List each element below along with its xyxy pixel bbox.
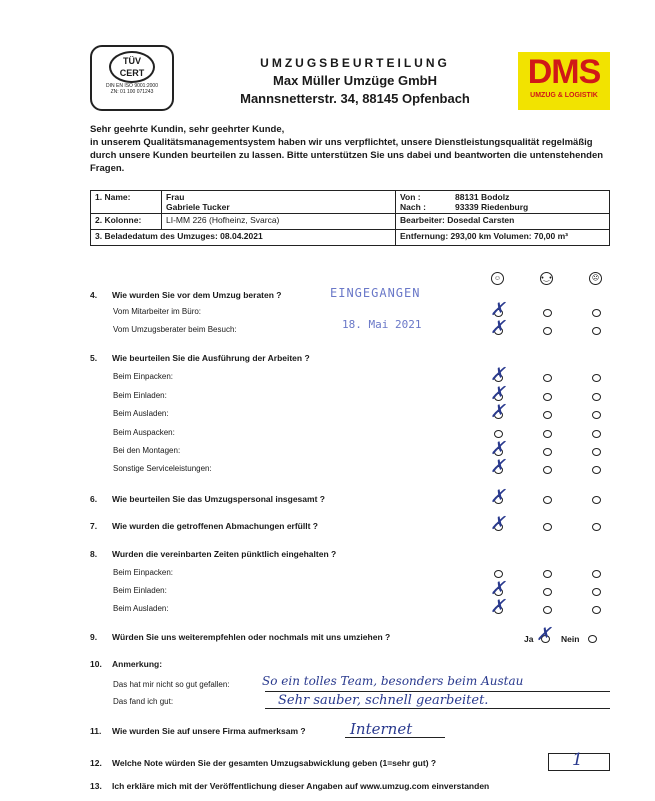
received-date-stamp: 18. Mai 2021 xyxy=(342,318,422,331)
question-10: 10. Anmerkung: xyxy=(90,659,163,669)
question-13: 13. Ich erkläre mich mit der Veröffentlichung dieser Angaben auf www.umzug.com einverstanden xyxy=(90,781,490,791)
happy-face-icon: ☺ xyxy=(491,272,504,285)
rating-radio[interactable] xyxy=(592,523,601,531)
rating-radio[interactable] xyxy=(592,466,601,474)
q8-ausladen: Beim Ausladen: xyxy=(113,604,169,613)
rating-radio[interactable] xyxy=(543,374,552,382)
intro-text: Sehr geehrte Kundin, sehr geehrter Kunde, in unserem Qualitätsmanagementsystem haben wir uns verpflichtet, unsere Dienstleistungsqualität regelmäßig durch unsere Kunden beurteilen zu lassen. Bitte unterstützen Sie uns dabei und beantworten die untenstehenden Fragen. xyxy=(90,124,604,174)
tuv-ring: TÜV CERT xyxy=(109,51,155,83)
rating-checkmark: ✗ xyxy=(490,578,506,599)
q5-auspacken: Beim Auspacken: xyxy=(113,428,175,437)
route-cell: Von : 88131 Bodolz Nach : 93339 Riedenburg xyxy=(396,191,610,214)
rating-checkmark: ✗ xyxy=(490,317,506,338)
rating-checkmark: ✗ xyxy=(490,456,506,477)
rating-radio[interactable] xyxy=(592,374,601,382)
rating-checkmark: ✗ xyxy=(490,486,506,507)
question-4: 4. Wie wurden Sie vor dem Umzug beraten ? xyxy=(90,290,282,300)
dms-logo: DMS UMZUG & LOGISTIK xyxy=(518,52,610,110)
handwritten-found-us: Internet xyxy=(350,720,413,738)
company-name: Max Müller Umzüge GmbH xyxy=(273,73,437,88)
rating-radio[interactable] xyxy=(592,430,601,438)
q5-einpacken: Beim Einpacken: xyxy=(113,372,174,381)
question-9: 9. Würden Sie uns weiterempfehlen oder nochmals mit uns umziehen ? xyxy=(90,632,391,642)
rating-radio[interactable] xyxy=(543,496,552,504)
question-12: 12. Welche Note würden Sie der gesamten Umzugsabwicklung geben (1=sehr gut) ? xyxy=(90,758,437,768)
rating-radio[interactable] xyxy=(494,570,503,578)
sad-face-icon: ☹ xyxy=(589,272,602,285)
question-11: 11. Wie wurden Sie auf unsere Firma aufmerksam ? xyxy=(90,726,306,736)
neutral-face-icon: •‿• xyxy=(540,272,553,285)
rating-checkmark: ✗ xyxy=(490,438,506,459)
rating-radio[interactable] xyxy=(543,430,552,438)
rating-checkmark: ✗ xyxy=(490,364,506,385)
rating-radio[interactable] xyxy=(592,327,601,335)
rating-radio[interactable] xyxy=(592,448,601,456)
rating-checkmark: ✗ xyxy=(490,596,506,617)
nein-label: Nein xyxy=(561,634,580,644)
question-5: 5. Wie beurteilen Sie die Ausführung der Arbeiten ? xyxy=(90,353,310,363)
handwritten-remark-1: So ein tolles Team, besonders beim Austau xyxy=(262,674,524,688)
rating-checkmark: ✗ xyxy=(490,383,506,404)
rating-radio[interactable] xyxy=(592,309,601,317)
rating-radio[interactable] xyxy=(592,588,601,596)
kolonne-label: 2. Kolonne: xyxy=(91,214,162,230)
q4-besuch: Vom Umzugsberater beim Besuch: xyxy=(113,325,237,334)
bearbeiter: Bearbeiter: Dosedal Carsten xyxy=(396,214,610,230)
rating-radio[interactable] xyxy=(543,309,552,317)
rating-radio[interactable] xyxy=(543,570,552,578)
document-title: UMZUGSBEURTEILUNG xyxy=(260,56,450,70)
q10-not-good-line[interactable] xyxy=(265,691,610,692)
company-address: Mannsnetterstr. 34, 88145 Opfenbach xyxy=(240,91,470,106)
question-8: 8. Wurden die vereinbarten Zeiten pünktlich eingehalten ? xyxy=(90,549,337,559)
name-cell: Frau Gabriele Tucker xyxy=(162,191,396,214)
customer-info-table xyxy=(90,190,610,246)
tuv-zn: ZN: 01 100 071243 xyxy=(110,89,154,95)
kolonne-value: LI-MM 226 (Hofheinz, Svarca) xyxy=(162,214,396,230)
tuv-standard: DIN EN ISO 9001:2000 xyxy=(106,83,158,89)
document-header xyxy=(200,56,510,106)
rating-radio[interactable] xyxy=(592,393,601,401)
q4-buero: Vom Mitarbeiter im Büro: xyxy=(113,307,202,316)
rating-radio[interactable] xyxy=(592,411,601,419)
nein-radio[interactable] xyxy=(588,635,597,643)
rating-radio[interactable] xyxy=(543,393,552,401)
q5-service: Sonstige Serviceleistungen: xyxy=(113,464,212,473)
rating-radio[interactable] xyxy=(543,588,552,596)
q5-einladen: Beim Einladen: xyxy=(113,391,167,400)
ja-label: Ja xyxy=(524,634,534,644)
q8-einladen: Beim Einladen: xyxy=(113,586,167,595)
rating-radio[interactable] xyxy=(543,523,552,531)
rating-radio[interactable] xyxy=(592,606,601,614)
beladedatum: 3. Beladedatum des Umzuges: 08.04.2021 xyxy=(91,230,396,246)
entfernung-volumen: Entfernung: 293,00 km Volumen: 70,00 m³ xyxy=(396,230,610,246)
handwritten-remark-2: Sehr sauber, schnell gearbeitet. xyxy=(278,693,489,708)
q10-good-line[interactable] xyxy=(265,708,610,709)
q5-montagen: Bei den Montagen: xyxy=(113,446,181,455)
tuv-cert-logo xyxy=(90,45,174,111)
ja-checkmark: ✗ xyxy=(536,624,552,645)
rating-checkmark: ✗ xyxy=(490,299,506,320)
rating-radio[interactable] xyxy=(543,448,552,456)
handwritten-grade: 1 xyxy=(572,750,583,770)
received-stamp: EINGEGANGEN xyxy=(330,286,421,300)
rating-radio[interactable] xyxy=(543,327,552,335)
name-label: 1. Name: xyxy=(91,191,162,214)
rating-checkmark: ✗ xyxy=(490,513,506,534)
q5-ausladen: Beim Ausladen: xyxy=(113,409,169,418)
question-7: 7. Wie wurden die getroffenen Abmachungen erfüllt ? xyxy=(90,521,318,531)
rating-radio[interactable] xyxy=(494,430,503,438)
rating-radio[interactable] xyxy=(592,496,601,504)
question-6: 6. Wie beurteilen Sie das Umzugspersonal insgesamt ? xyxy=(90,494,325,504)
q8-einpacken: Beim Einpacken: xyxy=(113,568,174,577)
rating-radio[interactable] xyxy=(543,606,552,614)
rating-checkmark: ✗ xyxy=(490,401,506,422)
q10-good: Das fand ich gut: xyxy=(113,697,174,706)
q10-not-good: Das hat mir nicht so gut gefallen: xyxy=(113,680,230,689)
rating-radio[interactable] xyxy=(592,570,601,578)
rating-radio[interactable] xyxy=(543,411,552,419)
rating-radio[interactable] xyxy=(543,466,552,474)
